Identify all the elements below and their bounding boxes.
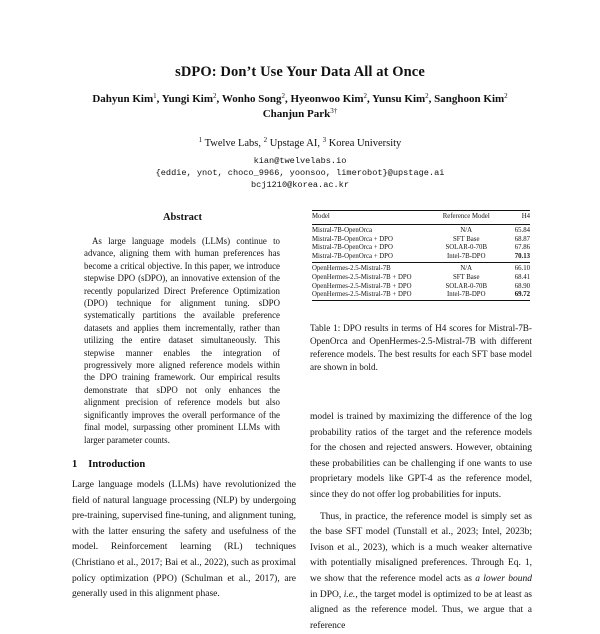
email-address: kian@twelvelabs.io bbox=[253, 156, 347, 166]
section-heading bbox=[72, 459, 145, 470]
author-list bbox=[40, 92, 560, 122]
author: Chanjun Park$^{3\dagger}$ bbox=[262, 107, 338, 120]
right-column-text bbox=[310, 410, 532, 634]
abstract-text: As large language models (LLMs) continue to advance, aligning them with human preferences has become a critical objective. In this paper, we introduce stepwise DPO (sDPO), an innovative extension of the recently popularized Direct Preference Optimization (DPO) technique for alignment tuning. sDPO systematically partitions the available preference datasets and applies them incrementally, rather than utilizing the entire dataset simultaneously. This stepwise manner enables the integration of progressively more aligned reference models within the DPO training framework. Our empirical results demonstrate that sDPO not only enhances the alignment precision of reference models but also significantly improves the overall performance of the final model, surpassing other prominent LLMs with larger parameter counts. bbox=[84, 236, 280, 445]
section-title: Introduction bbox=[88, 459, 146, 470]
author: Sanghoon Kim$^2$ bbox=[434, 92, 508, 105]
table-row: OpenHermes-2.5-Mistral-7B N/A 66.10 bbox=[312, 264, 530, 272]
table-row: Mistral-7B-OpenOrca N/A 65.84 bbox=[312, 226, 530, 234]
abstract-heading: Abstract bbox=[162, 212, 203, 223]
best-score: 69.72 bbox=[514, 291, 530, 299]
affiliations: $^1$ Twelve Labs, $^2$ Upstage AI, $^3$ Korea University bbox=[198, 136, 402, 149]
column-header: Model bbox=[312, 213, 330, 220]
author: Hyeonwoo Kim$^2$, bbox=[290, 92, 373, 105]
best-score: 70.13 bbox=[514, 253, 530, 261]
table-header-row bbox=[312, 211, 530, 225]
author: Dahyun Kim$^1$, bbox=[92, 92, 162, 105]
intro-text: Large language models (LLMs) have revolutionized the field of natural language processing (NLP) by undergoing pre-training, supervised fine-tuning, and alignment tuning, with the latter ensuring the safety and usefulness of the model. Reinforcement learning (RL) techniques (Christiano et al., 2017; Bai et al., 2022), such as proximal policy optimization (PPO) (Schulman et al., 2017), are generally used in this alignment phase. bbox=[72, 480, 296, 600]
author: Wonho Song$^2$, bbox=[221, 92, 291, 105]
table-row: OpenHermes-2.5-Mistral-7B + DPO Intel-7B-DPO 69.72 bbox=[312, 291, 530, 300]
email-address: {eddie, ynot, choco_9966, yoonsoo, limerobot}@upstage.ai bbox=[155, 168, 445, 178]
author: Yunsu Kim$^2$, bbox=[372, 92, 435, 105]
table-row: Mistral-7B-OpenOrca + DPO Intel-7B-DPO 70.13 bbox=[312, 253, 530, 262]
column-header: Reference Model bbox=[442, 213, 490, 220]
table-row: Mistral-7B-OpenOrca + DPO SFT Base 68.87 bbox=[312, 235, 530, 243]
table-row: OpenHermes-2.5-Mistral-7B + DPO SFT Base 68.41 bbox=[312, 273, 530, 281]
results-table bbox=[312, 210, 530, 301]
author: Yungi Kim$^2$, bbox=[161, 92, 222, 105]
section-number: 1 bbox=[72, 459, 78, 470]
table-caption: Table 1: DPO results in terms of H4 scores for Mistral-7B-OpenOrca and OpenHermes-2.5-Mistral-7B with different reference models. The best results for each SFT base model are shown in bold. bbox=[310, 323, 532, 373]
table-row: OpenHermes-2.5-Mistral-7B + DPO SOLAR-0-70B 68.90 bbox=[312, 282, 530, 290]
column-header: H4 bbox=[521, 213, 530, 220]
email-address: bcj1210@korea.ac.kr bbox=[251, 180, 349, 190]
table-row: Mistral-7B-OpenOrca + DPO SOLAR-0-70B 67.86 bbox=[312, 244, 530, 252]
paragraph: Thus, in practice, the reference model is simply set as the base SFT model (Tunstall et al., 2023; Intel, 2023b; Ivison et al., 2023), which is a much weaker alternative with potentially misaligned preferences. Through Eq. 1, we show that the reference model acts as a lower bound in DPO, i.e., the target model is optimized to be at least as aligned as the reference model. Thus, we argue that a reference bbox=[310, 511, 532, 631]
paragraph: model is trained by maximizing the difference of the log probability ratios of the target and the reference models for the chosen and rejected answers. However, obtaining these probabilities can be challenging if one wants to use proprietary models like GPT-4 as the reference model, since they do not offer log probabilities for inputs. bbox=[310, 412, 532, 500]
paper-title: sDPO: Don’t Use Your Data All at Once bbox=[175, 64, 425, 80]
